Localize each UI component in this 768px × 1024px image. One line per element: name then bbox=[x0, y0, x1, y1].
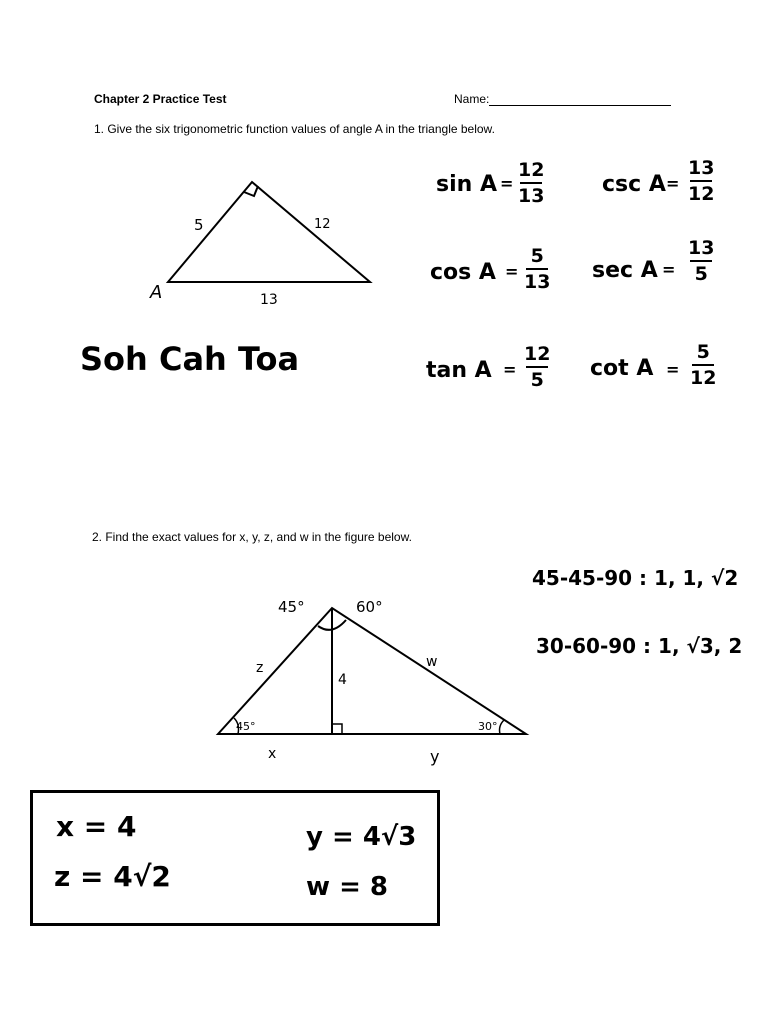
side-z-label: z bbox=[256, 660, 264, 676]
question-1-prompt: 1. Give the six trigonometric function values of angle A in the triangle below. bbox=[94, 122, 495, 136]
cot-fraction bbox=[690, 342, 716, 388]
csc-numerator: 13 bbox=[688, 157, 715, 179]
triangle-side-bottom: 13 bbox=[260, 292, 278, 308]
angle-bottom-left: 45° bbox=[236, 720, 256, 733]
tan-denominator: 5 bbox=[530, 369, 544, 391]
cos-label: cos A bbox=[430, 260, 496, 285]
sin-numerator: 12 bbox=[518, 159, 545, 181]
cos-equals: = bbox=[505, 262, 519, 281]
cot-label: cot A bbox=[590, 356, 654, 381]
answer-z: z = 4√2 bbox=[54, 860, 171, 893]
tan-numerator: 12 bbox=[524, 343, 551, 365]
sec-fraction bbox=[688, 238, 714, 284]
name-underline bbox=[489, 93, 671, 106]
question-2-prompt: 2. Find the exact values for x, y, z, and w in the figure below. bbox=[92, 530, 412, 544]
side-y-label: y bbox=[430, 747, 440, 766]
sec-label: sec A bbox=[592, 258, 658, 283]
answer-x: x = 4 bbox=[56, 810, 137, 843]
tan-label: tan A bbox=[426, 358, 492, 383]
sin-denominator: 13 bbox=[518, 185, 545, 207]
page-title: Chapter 2 Practice Test bbox=[94, 92, 227, 106]
side-w-label: w bbox=[426, 654, 438, 670]
angle-top-right: 60° bbox=[356, 598, 383, 616]
sec-numerator: 13 bbox=[688, 237, 715, 259]
triangle-vertex-a: A bbox=[150, 282, 163, 303]
rule-30-60-90: 30-60-90 : 1, √3, 2 bbox=[536, 634, 743, 658]
question-1-triangle bbox=[140, 170, 400, 330]
sec-equals: = bbox=[662, 260, 676, 279]
cot-denominator: 12 bbox=[690, 367, 717, 389]
answer-w: w = 8 bbox=[306, 872, 388, 902]
name-label: Name: bbox=[454, 92, 490, 106]
csc-equals: = bbox=[666, 174, 680, 193]
triangle-side-left: 5 bbox=[194, 216, 204, 234]
question-2-figure bbox=[200, 580, 540, 780]
mnemonic: Soh Cah Toa bbox=[80, 340, 300, 378]
angle-top-left: 45° bbox=[278, 598, 305, 616]
cos-numerator: 5 bbox=[530, 245, 544, 267]
cot-numerator: 5 bbox=[696, 341, 710, 363]
tan-equals: = bbox=[503, 360, 517, 379]
cos-fraction bbox=[524, 246, 550, 292]
triangle-side-right: 12 bbox=[314, 217, 331, 232]
cos-denominator: 13 bbox=[524, 271, 551, 293]
tan-fraction bbox=[524, 344, 550, 390]
answer-y: y = 4√3 bbox=[306, 822, 417, 852]
csc-denominator: 12 bbox=[688, 183, 715, 205]
cot-equals: = bbox=[666, 360, 680, 379]
rule-45-45-90: 45-45-90 : 1, 1, √2 bbox=[532, 566, 739, 590]
angle-bottom-right: 30° bbox=[478, 720, 498, 733]
altitude-label: 4 bbox=[338, 672, 347, 688]
csc-label: csc A bbox=[602, 172, 666, 197]
name-field bbox=[454, 92, 671, 106]
csc-fraction bbox=[688, 158, 714, 204]
sin-label: sin A bbox=[436, 172, 497, 197]
sec-denominator: 5 bbox=[694, 263, 708, 285]
side-x-label: x bbox=[268, 746, 277, 762]
sin-fraction bbox=[518, 160, 544, 206]
sin-equals: = bbox=[500, 174, 514, 193]
